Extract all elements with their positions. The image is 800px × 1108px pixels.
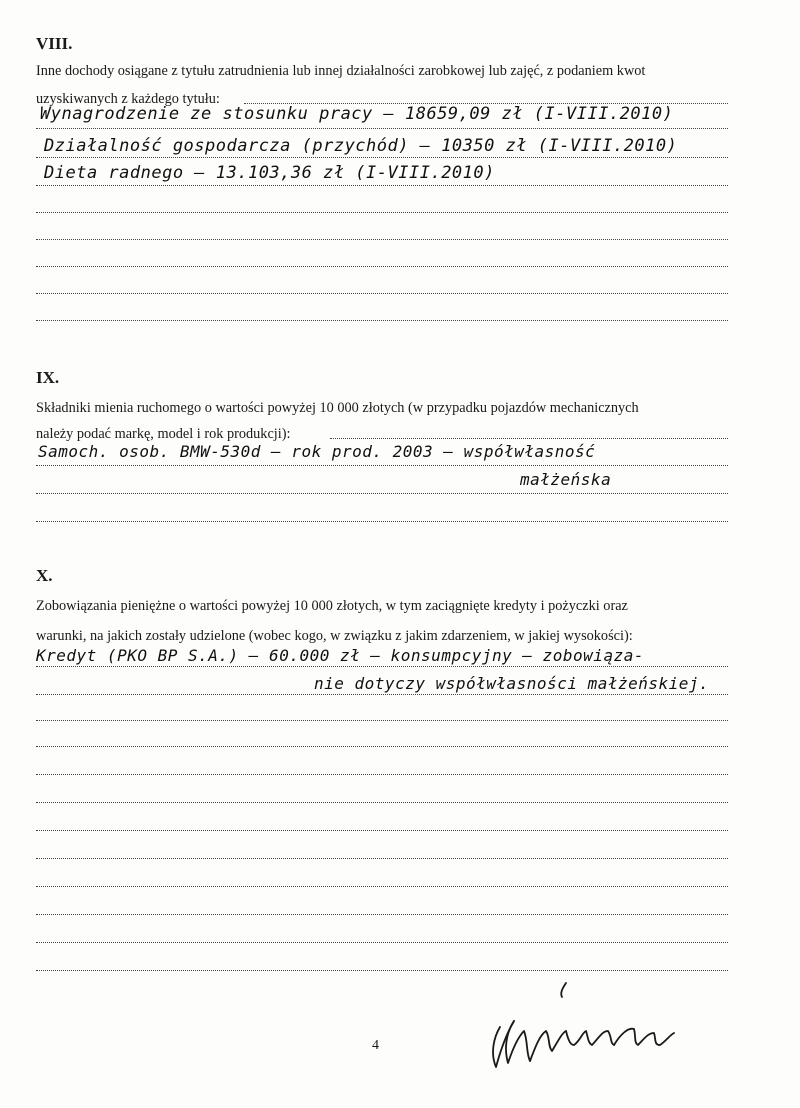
dotted-line	[36, 942, 728, 943]
dotted-line	[36, 802, 728, 803]
handwritten-entry: Kredyt (PKO BP S.A.) – 60.000 zł – konsumpcyjny – zobowiąza-	[36, 646, 644, 665]
section-x-text-line1: Zobowiązania pieniężne o wartości powyżej 10 000 złotych, w tym zaciągnięte kredyty i pożyczki oraz	[36, 598, 628, 614]
section-x-text-line2: warunki, na jakich zostały udzielone (wobec kogo, w związku z jakim zdarzeniem, w jakiej wysokości):	[36, 628, 633, 644]
dotted-line	[36, 128, 728, 129]
dotted-line	[36, 521, 728, 522]
handwritten-entry: Dieta radnego – 13.103,36 zł (I-VIII.2010)	[44, 163, 495, 183]
dotted-line	[36, 320, 728, 321]
handwritten-entry: nie dotyczy współwłasności małżeńskiej.	[314, 674, 710, 693]
dotted-line	[36, 266, 728, 267]
dotted-line	[36, 157, 728, 158]
dotted-line	[36, 465, 728, 466]
page-number: 4	[372, 1038, 379, 1053]
dotted-line	[36, 914, 728, 915]
dotted-line	[330, 438, 728, 439]
signature-icon	[478, 975, 688, 1075]
dotted-line	[36, 185, 728, 186]
handwritten-entry: Działalność gospodarcza (przychód) – 10350 zł (I-VIII.2010)	[44, 136, 678, 156]
dotted-line	[36, 746, 728, 747]
section-ix-text-line1: Składniki mienia ruchomego o wartości powyżej 10 000 złotych (w przypadku pojazdów mechanicznych	[36, 400, 639, 416]
dotted-line	[36, 886, 728, 887]
section-ix-text-line2: należy podać markę, model i rok produkcji):	[36, 426, 291, 442]
dotted-line	[36, 493, 728, 494]
handwritten-entry: Samoch. osob. BMW-530d – rok prod. 2003 – współwłasność	[38, 442, 596, 461]
dotted-line	[36, 239, 728, 240]
dotted-line	[36, 666, 728, 667]
dotted-line	[36, 694, 728, 695]
dotted-line	[36, 970, 728, 971]
dotted-line	[36, 293, 728, 294]
dotted-line	[36, 830, 728, 831]
section-ix-number: IX.	[36, 368, 60, 387]
section-x-number: X.	[36, 566, 53, 585]
section-viii-text-line2: uzyskiwanych z każdego tytułu:	[36, 91, 220, 107]
dotted-line	[36, 720, 728, 721]
section-viii-number: VIII.	[36, 34, 73, 53]
dotted-line	[36, 858, 728, 859]
handwritten-entry: Wynagrodzenie ze stosunku pracy – 18659,09 zł (I-VIII.2010)	[40, 104, 674, 124]
section-viii-text-line1: Inne dochody osiągane z tytułu zatrudnienia lub innej działalności zarobkowej lub zajęć, z podaniem kwot	[36, 63, 646, 79]
handwritten-entry: małżeńska	[520, 470, 612, 489]
dotted-line	[36, 774, 728, 775]
dotted-line	[36, 212, 728, 213]
